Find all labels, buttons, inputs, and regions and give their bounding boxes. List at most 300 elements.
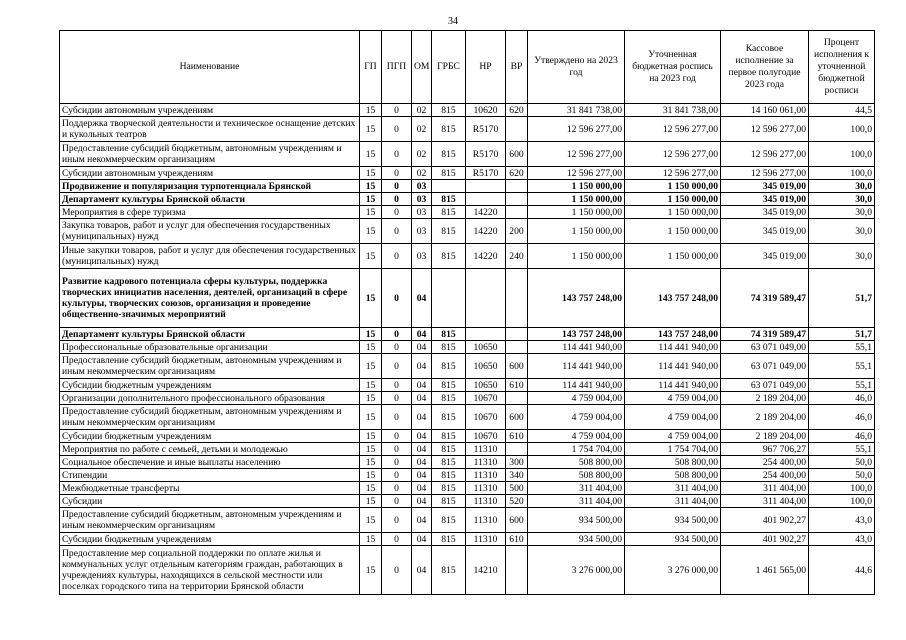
cell-grbs: 815 [432, 482, 466, 495]
cell-cash: 254 400,00 [721, 456, 809, 469]
cell-grbs [432, 180, 466, 193]
cell-refined: 1 150 000,00 [625, 206, 721, 219]
cell-vr: 520 [506, 495, 528, 508]
cell-percent: 30,0 [809, 244, 875, 269]
header-approved: Утверждено на 2023 год [528, 31, 625, 104]
cell-grbs: 815 [432, 392, 466, 405]
cell-approved: 4 759 004,00 [528, 430, 625, 443]
cell-gp: 15 [360, 508, 382, 533]
cell-pgp: 0 [382, 167, 412, 180]
cell-cash: 311 404,00 [721, 482, 809, 495]
table-row [60, 495, 875, 508]
cell-pgp: 0 [382, 341, 412, 354]
cell-gp: 15 [360, 405, 382, 430]
cell-gp: 15 [360, 354, 382, 379]
cell-cash: 63 071 049,00 [721, 341, 809, 354]
table-row [60, 469, 875, 482]
cell-grbs: 815 [432, 341, 466, 354]
cell-cash: 254 400,00 [721, 469, 809, 482]
cell-percent: 44,6 [809, 546, 875, 595]
cell-grbs: 815 [432, 104, 466, 117]
table-row [60, 341, 875, 354]
cell-om: 02 [412, 104, 432, 117]
cell-np: 14210 [466, 546, 506, 595]
cell-gp: 15 [360, 117, 382, 142]
cell-om: 02 [412, 142, 432, 167]
cell-gp: 15 [360, 206, 382, 219]
cell-refined: 143 757 248,00 [625, 269, 721, 328]
cell-gp: 15 [360, 546, 382, 595]
cell-grbs: 815 [432, 244, 466, 269]
cell-om: 04 [412, 269, 432, 328]
cell-pgp: 0 [382, 206, 412, 219]
cell-vr [506, 443, 528, 456]
cell-grbs: 815 [432, 206, 466, 219]
cell-np: 14220 [466, 219, 506, 244]
cell-gp: 15 [360, 244, 382, 269]
cell-refined: 1 150 000,00 [625, 244, 721, 269]
cell-grbs [432, 269, 466, 328]
cell-om: 04 [412, 469, 432, 482]
cell-approved: 114 441 940,00 [528, 379, 625, 392]
header-vr: ВР [506, 31, 528, 104]
cell-pgp: 0 [382, 443, 412, 456]
cell-om: 04 [412, 379, 432, 392]
cell-cash: 2 189 204,00 [721, 430, 809, 443]
cell-pgp: 0 [382, 469, 412, 482]
cell-refined: 508 800,00 [625, 456, 721, 469]
cell-name: Иные закупки товаров, работ и услуг для обеспечения государственных (муниципальных) нужд [60, 244, 360, 269]
header-refined: Уточненная бюджетная роспись на 2023 год [625, 31, 721, 104]
cell-name: Социальное обеспечение и иные выплаты населению [60, 456, 360, 469]
cell-approved: 114 441 940,00 [528, 341, 625, 354]
cell-name: Субсидии [60, 495, 360, 508]
cell-approved: 12 596 277,00 [528, 167, 625, 180]
cell-grbs: 815 [432, 142, 466, 167]
cell-gp: 15 [360, 142, 382, 167]
table-row [60, 219, 875, 244]
budget-table [59, 30, 875, 595]
table-row [60, 206, 875, 219]
cell-name: Межбюджетные трансферты [60, 482, 360, 495]
cell-name: Предоставление субсидий бюджетным, автономным учреждениям и иным некоммерческим организациям [60, 508, 360, 533]
cell-om: 04 [412, 482, 432, 495]
cell-approved: 311 404,00 [528, 482, 625, 495]
cell-np: 11310 [466, 469, 506, 482]
cell-om: 04 [412, 392, 432, 405]
cell-percent: 43,0 [809, 533, 875, 546]
cell-percent: 100,0 [809, 495, 875, 508]
cell-np: 10670 [466, 405, 506, 430]
cell-name: Предоставление субсидий бюджетным, автономным учреждениям и иным некоммерческим организациям [60, 354, 360, 379]
cell-name: Предоставление субсидий бюджетным, автономным учреждениям и иным некоммерческим организациям [60, 405, 360, 430]
cell-vr: 600 [506, 508, 528, 533]
cell-grbs: 815 [432, 443, 466, 456]
table-row [60, 456, 875, 469]
cell-cash: 401 902,27 [721, 508, 809, 533]
table-row [60, 180, 875, 193]
cell-approved: 143 757 248,00 [528, 328, 625, 341]
cell-percent: 100,0 [809, 117, 875, 142]
cell-pgp: 0 [382, 533, 412, 546]
cell-np [466, 193, 506, 206]
cell-pgp: 0 [382, 456, 412, 469]
cell-name: Субсидии бюджетным учреждениям [60, 430, 360, 443]
cell-np: 10650 [466, 341, 506, 354]
cell-grbs: 815 [432, 430, 466, 443]
cell-approved: 4 759 004,00 [528, 405, 625, 430]
cell-grbs: 815 [432, 379, 466, 392]
cell-refined: 934 500,00 [625, 508, 721, 533]
cell-vr: 600 [506, 405, 528, 430]
cell-name: Департамент культуры Брянской области [60, 193, 360, 206]
cell-name: Закупка товаров, работ и услуг для обеспечения государственных (муниципальных) нужд [60, 219, 360, 244]
cell-om: 04 [412, 430, 432, 443]
table-row [60, 379, 875, 392]
cell-approved: 508 800,00 [528, 469, 625, 482]
cell-refined: 114 441 940,00 [625, 354, 721, 379]
cell-refined: 143 757 248,00 [625, 328, 721, 341]
cell-np: 10670 [466, 430, 506, 443]
cell-approved: 1 150 000,00 [528, 219, 625, 244]
table-header-row [60, 31, 875, 104]
header-om: ОМ [412, 31, 432, 104]
cell-np: 11310 [466, 533, 506, 546]
cell-approved: 1 150 000,00 [528, 206, 625, 219]
cell-percent: 50,0 [809, 469, 875, 482]
cell-cash: 14 160 061,00 [721, 104, 809, 117]
cell-vr [506, 269, 528, 328]
table-row [60, 244, 875, 269]
cell-gp: 15 [360, 469, 382, 482]
cell-vr: 620 [506, 104, 528, 117]
cell-pgp: 0 [382, 379, 412, 392]
cell-gp: 15 [360, 392, 382, 405]
cell-om: 04 [412, 328, 432, 341]
cell-approved: 311 404,00 [528, 495, 625, 508]
cell-gp: 15 [360, 495, 382, 508]
cell-name: Профессиональные образовательные организации [60, 341, 360, 354]
cell-gp: 15 [360, 193, 382, 206]
cell-refined: 4 759 004,00 [625, 392, 721, 405]
cell-pgp: 0 [382, 142, 412, 167]
table-row [60, 142, 875, 167]
cell-np: 14220 [466, 244, 506, 269]
cell-grbs: 815 [432, 219, 466, 244]
table-row [60, 482, 875, 495]
cell-grbs: 815 [432, 354, 466, 379]
cell-percent: 30,0 [809, 206, 875, 219]
cell-percent: 55,1 [809, 341, 875, 354]
cell-np: 11310 [466, 482, 506, 495]
header-cash: Кассовое исполнение за первое полугодие 2023 года [721, 31, 809, 104]
cell-grbs: 815 [432, 193, 466, 206]
cell-refined: 4 759 004,00 [625, 430, 721, 443]
cell-cash: 63 071 049,00 [721, 379, 809, 392]
cell-om: 04 [412, 456, 432, 469]
cell-grbs: 815 [432, 469, 466, 482]
cell-refined: 1 754 704,00 [625, 443, 721, 456]
cell-percent: 46,0 [809, 430, 875, 443]
cell-pgp: 0 [382, 244, 412, 269]
cell-np [466, 180, 506, 193]
table-row [60, 193, 875, 206]
cell-cash: 2 189 204,00 [721, 392, 809, 405]
cell-name: Предоставление мер социальной поддержки по оплате жилья и коммунальных услуг отдельным категориям граждан, работающих в учреждениях культуры, находящихся в сельской местности или поселках городского типа на территории Брянской области [60, 546, 360, 595]
cell-pgp: 0 [382, 117, 412, 142]
table-row [60, 269, 875, 328]
cell-percent: 44,5 [809, 104, 875, 117]
table-row [60, 508, 875, 533]
cell-np: 11310 [466, 456, 506, 469]
cell-pgp: 0 [382, 546, 412, 595]
cell-refined: 311 404,00 [625, 482, 721, 495]
cell-pgp: 0 [382, 269, 412, 328]
cell-vr: 610 [506, 533, 528, 546]
cell-refined: 311 404,00 [625, 495, 721, 508]
cell-om: 03 [412, 180, 432, 193]
cell-percent: 100,0 [809, 142, 875, 167]
cell-approved: 508 800,00 [528, 456, 625, 469]
cell-np: 11310 [466, 443, 506, 456]
cell-approved: 143 757 248,00 [528, 269, 625, 328]
cell-approved: 12 596 277,00 [528, 142, 625, 167]
cell-percent: 55,1 [809, 354, 875, 379]
cell-name: Субсидии автономным учреждениям [60, 167, 360, 180]
table-row [60, 392, 875, 405]
cell-pgp: 0 [382, 482, 412, 495]
cell-om: 04 [412, 354, 432, 379]
cell-np: 10670 [466, 392, 506, 405]
cell-cash: 74 319 589,47 [721, 328, 809, 341]
cell-np: 11310 [466, 508, 506, 533]
cell-om: 03 [412, 193, 432, 206]
cell-approved: 1 150 000,00 [528, 193, 625, 206]
cell-om: 04 [412, 495, 432, 508]
cell-cash: 345 019,00 [721, 180, 809, 193]
cell-percent: 55,1 [809, 379, 875, 392]
cell-np: R5170 [466, 142, 506, 167]
cell-percent: 100,0 [809, 167, 875, 180]
cell-cash: 345 019,00 [721, 244, 809, 269]
cell-percent: 100,0 [809, 482, 875, 495]
table-body [60, 104, 875, 595]
cell-grbs: 815 [432, 546, 466, 595]
cell-gp: 15 [360, 430, 382, 443]
cell-approved: 1 754 704,00 [528, 443, 625, 456]
cell-pgp: 0 [382, 328, 412, 341]
cell-cash: 12 596 277,00 [721, 117, 809, 142]
cell-cash: 311 404,00 [721, 495, 809, 508]
cell-grbs: 815 [432, 508, 466, 533]
header-pgp: ПГП [382, 31, 412, 104]
cell-pgp: 0 [382, 354, 412, 379]
cell-om: 02 [412, 167, 432, 180]
cell-percent: 51,7 [809, 269, 875, 328]
cell-vr: 340 [506, 469, 528, 482]
cell-cash: 2 189 204,00 [721, 405, 809, 430]
cell-grbs: 815 [432, 495, 466, 508]
cell-gp: 15 [360, 219, 382, 244]
cell-approved: 114 441 940,00 [528, 354, 625, 379]
header-np: НР [466, 31, 506, 104]
cell-refined: 934 500,00 [625, 533, 721, 546]
cell-approved: 31 841 738,00 [528, 104, 625, 117]
cell-om: 02 [412, 117, 432, 142]
cell-np: 10650 [466, 379, 506, 392]
cell-np: 10650 [466, 354, 506, 379]
cell-pgp: 0 [382, 495, 412, 508]
cell-cash: 401 902,27 [721, 533, 809, 546]
cell-approved: 1 150 000,00 [528, 244, 625, 269]
cell-approved: 934 500,00 [528, 533, 625, 546]
cell-om: 04 [412, 533, 432, 546]
cell-cash: 967 706,27 [721, 443, 809, 456]
cell-percent: 30,0 [809, 180, 875, 193]
cell-grbs: 815 [432, 456, 466, 469]
cell-vr [506, 206, 528, 219]
cell-vr [506, 180, 528, 193]
cell-refined: 12 596 277,00 [625, 142, 721, 167]
cell-refined: 12 596 277,00 [625, 117, 721, 142]
cell-name: Развитие кадрового потенциала сферы культуры, поддержка творческих инициатив населения, деятелей, организаций в сфере культуры, творческих союзов, организация и проведение общественно-значимых мероприятий [60, 269, 360, 328]
cell-om: 04 [412, 508, 432, 533]
cell-vr [506, 117, 528, 142]
cell-name: Субсидии автономным учреждениям [60, 104, 360, 117]
cell-approved: 4 759 004,00 [528, 392, 625, 405]
cell-refined: 4 759 004,00 [625, 405, 721, 430]
cell-vr [506, 546, 528, 595]
cell-refined: 1 150 000,00 [625, 180, 721, 193]
page-number: 34 [448, 16, 458, 27]
table-row [60, 328, 875, 341]
cell-vr: 620 [506, 167, 528, 180]
cell-vr: 600 [506, 354, 528, 379]
cell-refined: 31 841 738,00 [625, 104, 721, 117]
cell-name: Мероприятия по работе с семьей, детьми и молодежью [60, 443, 360, 456]
header-grbs: ГРБС [432, 31, 466, 104]
cell-gp: 15 [360, 180, 382, 193]
cell-np: 14220 [466, 206, 506, 219]
cell-approved: 12 596 277,00 [528, 117, 625, 142]
cell-vr: 600 [506, 142, 528, 167]
cell-refined: 1 150 000,00 [625, 193, 721, 206]
cell-percent: 50,0 [809, 456, 875, 469]
cell-om: 03 [412, 219, 432, 244]
cell-np: R5170 [466, 167, 506, 180]
cell-refined: 508 800,00 [625, 469, 721, 482]
cell-vr: 200 [506, 219, 528, 244]
cell-cash: 345 019,00 [721, 206, 809, 219]
cell-percent: 51,7 [809, 328, 875, 341]
cell-pgp: 0 [382, 180, 412, 193]
cell-gp: 15 [360, 456, 382, 469]
cell-pgp: 0 [382, 392, 412, 405]
cell-vr [506, 193, 528, 206]
cell-percent: 55,1 [809, 443, 875, 456]
cell-gp: 15 [360, 482, 382, 495]
cell-name: Департамент культуры Брянской области [60, 328, 360, 341]
cell-om: 04 [412, 443, 432, 456]
cell-np: 11310 [466, 495, 506, 508]
cell-np [466, 328, 506, 341]
cell-grbs: 815 [432, 167, 466, 180]
cell-grbs: 815 [432, 405, 466, 430]
cell-vr: 610 [506, 430, 528, 443]
cell-grbs: 815 [432, 328, 466, 341]
table-row [60, 167, 875, 180]
cell-percent: 30,0 [809, 193, 875, 206]
cell-percent: 46,0 [809, 392, 875, 405]
table-row [60, 104, 875, 117]
table-row [60, 117, 875, 142]
cell-np [466, 269, 506, 328]
cell-grbs: 815 [432, 533, 466, 546]
cell-gp: 15 [360, 328, 382, 341]
cell-cash: 345 019,00 [721, 219, 809, 244]
table-row [60, 533, 875, 546]
cell-gp: 15 [360, 341, 382, 354]
cell-vr [506, 328, 528, 341]
cell-om: 04 [412, 341, 432, 354]
cell-pgp: 0 [382, 104, 412, 117]
cell-approved: 1 150 000,00 [528, 180, 625, 193]
cell-approved: 934 500,00 [528, 508, 625, 533]
cell-percent: 30,0 [809, 219, 875, 244]
cell-pgp: 0 [382, 219, 412, 244]
table-row [60, 405, 875, 430]
cell-pgp: 0 [382, 193, 412, 206]
cell-name: Субсидии бюджетным учреждениям [60, 379, 360, 392]
cell-name: Субсидии бюджетным учреждениям [60, 533, 360, 546]
cell-cash: 12 596 277,00 [721, 167, 809, 180]
cell-name: Мероприятия в сфере туризма [60, 206, 360, 219]
cell-vr: 610 [506, 379, 528, 392]
cell-name: Продвижение и популяризация турпотенциала Брянской [60, 180, 360, 193]
cell-cash: 1 461 565,00 [721, 546, 809, 595]
cell-percent: 43,0 [809, 508, 875, 533]
cell-gp: 15 [360, 104, 382, 117]
cell-vr: 500 [506, 482, 528, 495]
cell-vr [506, 392, 528, 405]
cell-np: R5170 [466, 117, 506, 142]
cell-np: 10620 [466, 104, 506, 117]
cell-cash: 12 596 277,00 [721, 142, 809, 167]
cell-vr: 300 [506, 456, 528, 469]
cell-pgp: 0 [382, 508, 412, 533]
table-row [60, 546, 875, 595]
header-percent: Процент исполнения к уточненной бюджетной росписи [809, 31, 875, 104]
cell-cash: 63 071 049,00 [721, 354, 809, 379]
cell-pgp: 0 [382, 405, 412, 430]
cell-cash: 74 319 589,47 [721, 269, 809, 328]
cell-percent: 46,0 [809, 405, 875, 430]
table-row [60, 430, 875, 443]
table-row [60, 354, 875, 379]
cell-om: 04 [412, 546, 432, 595]
table-row [60, 443, 875, 456]
cell-name: Организации дополнительного профессионального образования [60, 392, 360, 405]
header-gp: ГП [360, 31, 382, 104]
header-name: Наименование [60, 31, 360, 104]
cell-approved: 3 276 000,00 [528, 546, 625, 595]
cell-vr [506, 341, 528, 354]
cell-gp: 15 [360, 533, 382, 546]
cell-om: 03 [412, 206, 432, 219]
cell-om: 04 [412, 405, 432, 430]
cell-name: Стипендии [60, 469, 360, 482]
cell-refined: 3 276 000,00 [625, 546, 721, 595]
